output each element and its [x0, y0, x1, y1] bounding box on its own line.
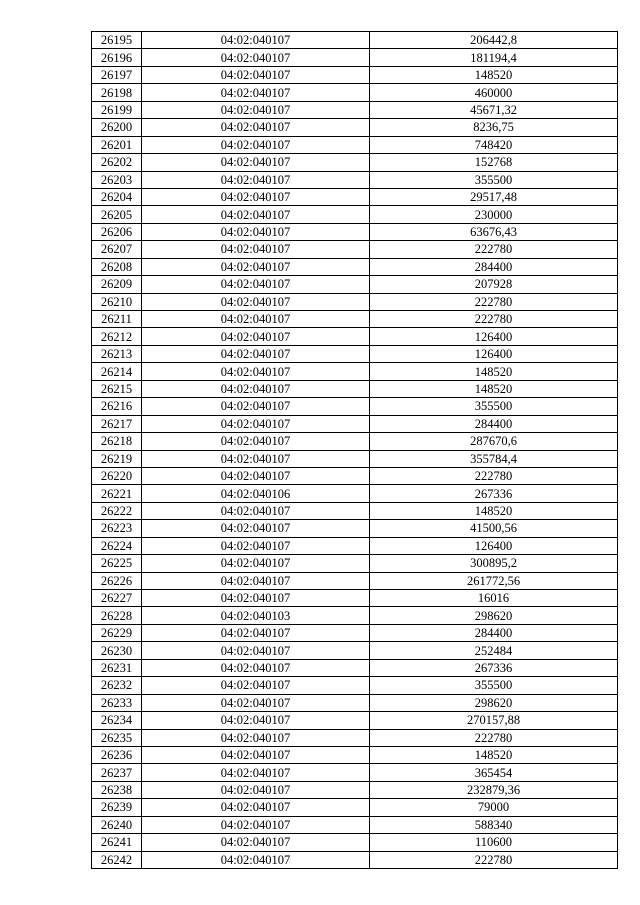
value-cell: 298620: [370, 607, 618, 624]
cadastral-code-cell: 04:02:040107: [142, 293, 370, 310]
data-table: [91, 31, 618, 869]
cadastral-code-cell: 04:02:040107: [142, 49, 370, 66]
record-number-cell: 26202: [92, 154, 142, 171]
value-cell: 152768: [370, 154, 618, 171]
record-number-cell: 26214: [92, 363, 142, 380]
table-row: [92, 241, 618, 258]
record-number-cell: 26198: [92, 84, 142, 101]
value-cell: 126400: [370, 328, 618, 345]
record-number-cell: 26197: [92, 66, 142, 83]
cadastral-code-cell: 04:02:040107: [142, 206, 370, 223]
record-number-cell: 26222: [92, 502, 142, 519]
record-number-cell: 26235: [92, 729, 142, 746]
record-number-cell: 26206: [92, 223, 142, 240]
table-row: [92, 380, 618, 397]
table-row: [92, 590, 618, 607]
value-cell: 222780: [370, 311, 618, 328]
record-number-cell: 26236: [92, 746, 142, 763]
record-number-cell: 26201: [92, 136, 142, 153]
table-row: [92, 49, 618, 66]
cadastral-code-cell: 04:02:040107: [142, 311, 370, 328]
value-cell: 222780: [370, 729, 618, 746]
record-number-cell: 26204: [92, 188, 142, 205]
record-number-cell: 26217: [92, 415, 142, 432]
value-cell: 355500: [370, 398, 618, 415]
value-cell: 355500: [370, 677, 618, 694]
record-number-cell: 26228: [92, 607, 142, 624]
record-number-cell: 26216: [92, 398, 142, 415]
cadastral-code-cell: 04:02:040107: [142, 520, 370, 537]
cadastral-code-cell: 04:02:040107: [142, 84, 370, 101]
value-cell: 126400: [370, 345, 618, 362]
cadastral-code-cell: 04:02:040107: [142, 537, 370, 554]
cadastral-code-cell: 04:02:040107: [142, 590, 370, 607]
value-cell: 460000: [370, 84, 618, 101]
value-cell: 79000: [370, 799, 618, 816]
record-number-cell: 26212: [92, 328, 142, 345]
cadastral-code-cell: 04:02:040107: [142, 433, 370, 450]
value-cell: 232879,36: [370, 781, 618, 798]
record-number-cell: 26200: [92, 119, 142, 136]
record-number-cell: 26237: [92, 764, 142, 781]
cadastral-code-cell: 04:02:040107: [142, 258, 370, 275]
value-cell: 230000: [370, 206, 618, 223]
record-number-cell: 26227: [92, 590, 142, 607]
value-cell: 267336: [370, 485, 618, 502]
table-row: [92, 345, 618, 362]
cadastral-code-cell: 04:02:040107: [142, 746, 370, 763]
record-number-cell: 26199: [92, 101, 142, 118]
cadastral-code-cell: 04:02:040107: [142, 32, 370, 49]
table-row: [92, 276, 618, 293]
table-row: [92, 66, 618, 83]
cadastral-code-cell: 04:02:040107: [142, 276, 370, 293]
value-cell: 365454: [370, 764, 618, 781]
cadastral-code-cell: 04:02:040107: [142, 467, 370, 484]
table-row: [92, 642, 618, 659]
cadastral-code-cell: 04:02:040107: [142, 712, 370, 729]
table-row: [92, 799, 618, 816]
table-row: [92, 363, 618, 380]
table-row: [92, 851, 618, 868]
record-number-cell: 26195: [92, 32, 142, 49]
record-number-cell: 26231: [92, 659, 142, 676]
record-number-cell: 26239: [92, 799, 142, 816]
cadastral-code-cell: 04:02:040107: [142, 624, 370, 641]
table-row: [92, 502, 618, 519]
table-row: [92, 450, 618, 467]
value-cell: 110600: [370, 834, 618, 851]
cadastral-code-cell: 04:02:040107: [142, 154, 370, 171]
cadastral-code-cell: 04:02:040103: [142, 607, 370, 624]
record-number-cell: 26225: [92, 555, 142, 572]
value-cell: 206442,8: [370, 32, 618, 49]
table-row: [92, 764, 618, 781]
cadastral-code-cell: 04:02:040107: [142, 101, 370, 118]
table-row: [92, 520, 618, 537]
cadastral-code-cell: 04:02:040107: [142, 729, 370, 746]
cadastral-code-cell: 04:02:040107: [142, 694, 370, 711]
table-row: [92, 834, 618, 851]
cadastral-code-cell: 04:02:040107: [142, 415, 370, 432]
cadastral-code-cell: 04:02:040107: [142, 799, 370, 816]
cadastral-code-cell: 04:02:040107: [142, 380, 370, 397]
record-number-cell: 26205: [92, 206, 142, 223]
value-cell: 181194,4: [370, 49, 618, 66]
table-row: [92, 136, 618, 153]
value-cell: 355500: [370, 171, 618, 188]
value-cell: 126400: [370, 537, 618, 554]
value-cell: 284400: [370, 258, 618, 275]
table-row: [92, 101, 618, 118]
cadastral-code-cell: 04:02:040107: [142, 450, 370, 467]
cadastral-code-cell: 04:02:040107: [142, 223, 370, 240]
cadastral-code-cell: 04:02:040107: [142, 781, 370, 798]
record-number-cell: 26234: [92, 712, 142, 729]
table-row: [92, 607, 618, 624]
value-cell: 222780: [370, 467, 618, 484]
table-row: [92, 729, 618, 746]
table-row: [92, 258, 618, 275]
table-row: [92, 171, 618, 188]
value-cell: 16016: [370, 590, 618, 607]
record-number-cell: 26241: [92, 834, 142, 851]
cadastral-code-cell: 04:02:040107: [142, 119, 370, 136]
value-cell: 207928: [370, 276, 618, 293]
cadastral-code-cell: 04:02:040107: [142, 659, 370, 676]
table-row: [92, 328, 618, 345]
cadastral-code-cell: 04:02:040107: [142, 363, 370, 380]
record-number-cell: 26229: [92, 624, 142, 641]
table-row: [92, 816, 618, 833]
table-row: [92, 712, 618, 729]
table-row: [92, 154, 618, 171]
cadastral-code-cell: 04:02:040107: [142, 555, 370, 572]
value-cell: 148520: [370, 66, 618, 83]
value-cell: 355784,4: [370, 450, 618, 467]
record-number-cell: 26210: [92, 293, 142, 310]
cadastral-code-cell: 04:02:040106: [142, 485, 370, 502]
value-cell: 284400: [370, 624, 618, 641]
table-row: [92, 659, 618, 676]
record-number-cell: 26207: [92, 241, 142, 258]
table-row: [92, 32, 618, 49]
cadastral-code-cell: 04:02:040107: [142, 764, 370, 781]
cadastral-code-cell: 04:02:040107: [142, 502, 370, 519]
table-row: [92, 485, 618, 502]
cadastral-code-cell: 04:02:040107: [142, 398, 370, 415]
cadastral-code-cell: 04:02:040107: [142, 572, 370, 589]
record-number-cell: 26218: [92, 433, 142, 450]
cadastral-code-cell: 04:02:040107: [142, 851, 370, 868]
cadastral-code-cell: 04:02:040107: [142, 241, 370, 258]
cadastral-code-cell: 04:02:040107: [142, 328, 370, 345]
value-cell: 63676,43: [370, 223, 618, 240]
value-cell: 588340: [370, 816, 618, 833]
table-row: [92, 398, 618, 415]
record-number-cell: 26211: [92, 311, 142, 328]
table-row: [92, 433, 618, 450]
value-cell: 8236,75: [370, 119, 618, 136]
record-number-cell: 26196: [92, 49, 142, 66]
table-row: [92, 781, 618, 798]
value-cell: 267336: [370, 659, 618, 676]
value-cell: 748420: [370, 136, 618, 153]
value-cell: 261772,56: [370, 572, 618, 589]
value-cell: 300895,2: [370, 555, 618, 572]
table-body: [92, 32, 618, 869]
record-number-cell: 26208: [92, 258, 142, 275]
cadastral-code-cell: 04:02:040107: [142, 171, 370, 188]
cadastral-code-cell: 04:02:040107: [142, 345, 370, 362]
record-number-cell: 26220: [92, 467, 142, 484]
value-cell: 148520: [370, 746, 618, 763]
table-row: [92, 555, 618, 572]
cadastral-code-cell: 04:02:040107: [142, 66, 370, 83]
record-number-cell: 26213: [92, 345, 142, 362]
value-cell: 298620: [370, 694, 618, 711]
record-number-cell: 26233: [92, 694, 142, 711]
value-cell: 222780: [370, 851, 618, 868]
cadastral-code-cell: 04:02:040107: [142, 642, 370, 659]
table-row: [92, 694, 618, 711]
record-number-cell: 26242: [92, 851, 142, 868]
value-cell: 270157,88: [370, 712, 618, 729]
record-number-cell: 26209: [92, 276, 142, 293]
table-row: [92, 84, 618, 101]
table-row: [92, 467, 618, 484]
table-row: [92, 206, 618, 223]
value-cell: 222780: [370, 241, 618, 258]
record-number-cell: 26203: [92, 171, 142, 188]
table-row: [92, 188, 618, 205]
record-number-cell: 26226: [92, 572, 142, 589]
record-number-cell: 26238: [92, 781, 142, 798]
record-number-cell: 26230: [92, 642, 142, 659]
record-number-cell: 26232: [92, 677, 142, 694]
table-row: [92, 119, 618, 136]
table-row: [92, 537, 618, 554]
value-cell: 29517,48: [370, 188, 618, 205]
cadastral-code-cell: 04:02:040107: [142, 816, 370, 833]
value-cell: 41500,56: [370, 520, 618, 537]
value-cell: 45671,32: [370, 101, 618, 118]
table-row: [92, 415, 618, 432]
record-number-cell: 26224: [92, 537, 142, 554]
value-cell: 284400: [370, 415, 618, 432]
record-number-cell: 26219: [92, 450, 142, 467]
table-row: [92, 677, 618, 694]
value-cell: 287670,6: [370, 433, 618, 450]
table-row: [92, 223, 618, 240]
record-number-cell: 26223: [92, 520, 142, 537]
value-cell: 222780: [370, 293, 618, 310]
table-row: [92, 624, 618, 641]
value-cell: 252484: [370, 642, 618, 659]
cadastral-code-cell: 04:02:040107: [142, 834, 370, 851]
value-cell: 148520: [370, 380, 618, 397]
record-number-cell: 26215: [92, 380, 142, 397]
record-number-cell: 26240: [92, 816, 142, 833]
cadastral-code-cell: 04:02:040107: [142, 188, 370, 205]
cadastral-code-cell: 04:02:040107: [142, 136, 370, 153]
table-row: [92, 293, 618, 310]
table-row: [92, 746, 618, 763]
value-cell: 148520: [370, 502, 618, 519]
value-cell: 148520: [370, 363, 618, 380]
record-number-cell: 26221: [92, 485, 142, 502]
cadastral-code-cell: 04:02:040107: [142, 677, 370, 694]
table-row: [92, 572, 618, 589]
table-row: [92, 311, 618, 328]
